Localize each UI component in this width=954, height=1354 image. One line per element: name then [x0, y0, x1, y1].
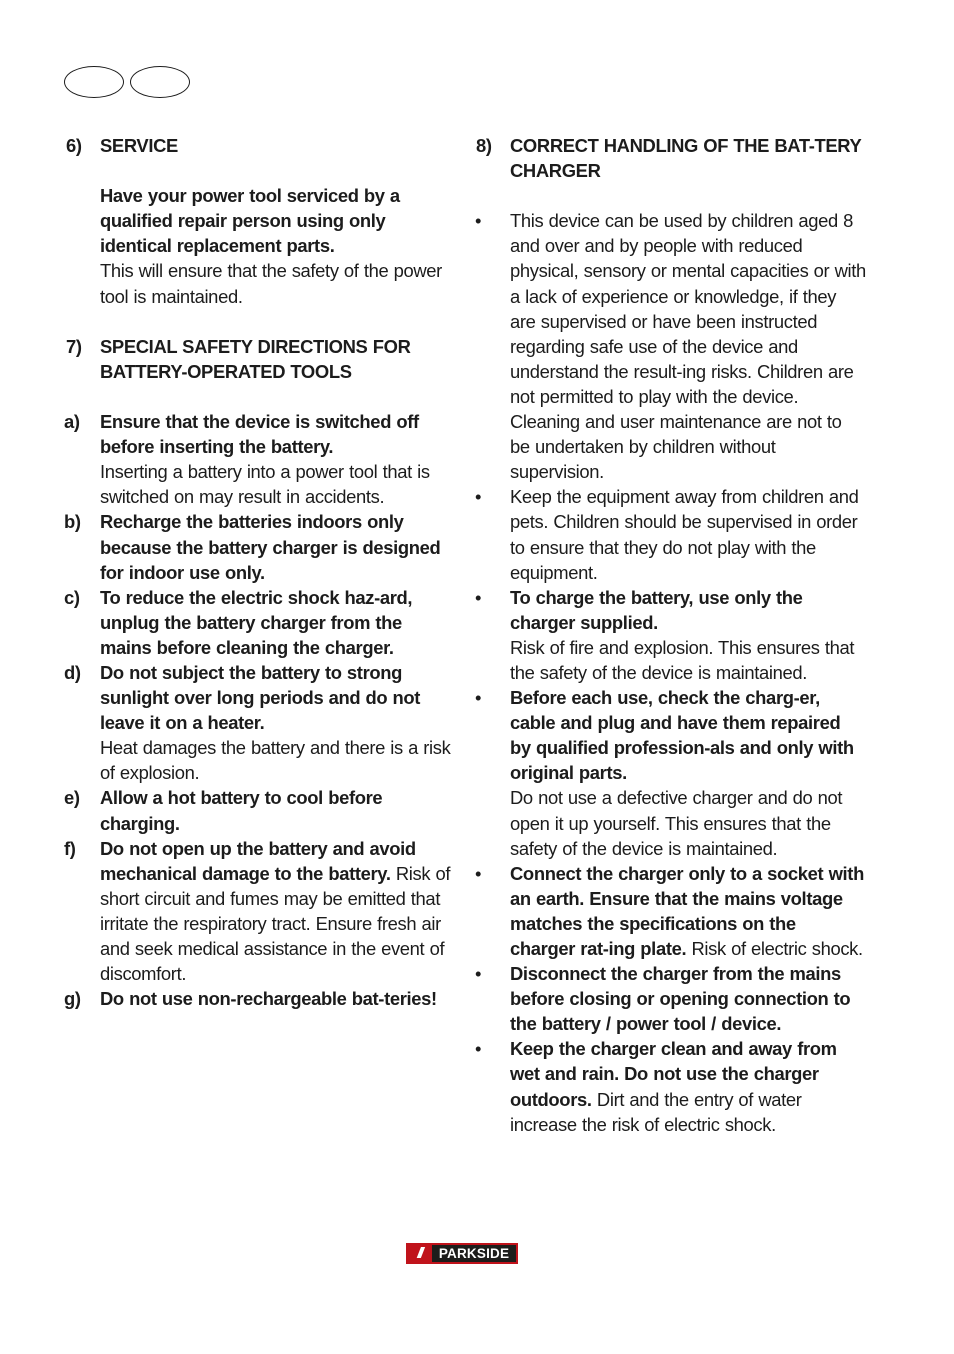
- language-oval-right: [130, 66, 190, 98]
- list-item-e: [64, 785, 456, 835]
- item-bold-text: Allow a hot battery to cool before charging.: [100, 787, 383, 834]
- item-bold-text: Connect the charger only to a socket with an earth. Ensure that the mains voltage matches the specifications on the charger rat-ing plate.: [510, 862, 864, 959]
- section-number: 8): [476, 135, 492, 156]
- section-7-title-block: [64, 334, 456, 384]
- bullet-item: [474, 961, 866, 1036]
- parkside-logo: [406, 1243, 518, 1264]
- bullet-marker: •: [475, 486, 482, 508]
- bullet-marker: •: [475, 862, 482, 884]
- bullet-item: [474, 208, 866, 484]
- item-body-text: Dirt and the entry of water increase the risk of electric shock.: [510, 1088, 802, 1135]
- list-item-b: [64, 509, 456, 584]
- section-number: 7): [66, 335, 82, 357]
- item-bold-text: Before each use, check the charg-er, cable and plug and have them repaired by qualified profession-als and only with original parts.: [510, 687, 854, 784]
- item-bold-text: Do not open up the battery and avoid mechanical damage to the battery.: [100, 837, 416, 884]
- section-bold-text: Have your power tool serviced by a qualified repair person using only identical replacement parts.: [100, 185, 400, 257]
- section-title: CORRECT HANDLING OF THE BAT-TERY CHARGER: [510, 135, 862, 182]
- left-column: [64, 133, 456, 1011]
- item-marker: f): [64, 837, 76, 859]
- item-body-text: Risk of electric shock.: [691, 938, 863, 959]
- item-bold-text: Keep the charger clean and away from wet and rain. Do not use the charger outdoors.: [510, 1038, 837, 1110]
- item-marker: d): [64, 661, 81, 683]
- item-bold-text: Recharge the batteries indoors only because the battery charger is designed for indoor use only.: [100, 511, 441, 583]
- item-body-text: Risk of fire and explosion. This ensures that the safety of the device is maintained.: [510, 636, 855, 683]
- item-body-text: This device can be used by children aged 8 and over and by people with reduced physical, sensory or mental capacities or with a lack of experience or knowledge, if they are supervised or have been instructed regarding safe use of the device and understand the result-ing risks. Children are not permitted to play with the device. Cleaning and user maintenance are not to be undertaken by children without supervision.: [510, 210, 866, 483]
- item-marker: e): [64, 787, 80, 809]
- list-item-f: [64, 836, 456, 987]
- item-body-text: Keep the equipment away from children and pets. Children should be supervised in order to ensure that they do not play with the equipment.: [510, 486, 859, 583]
- item-marker: c): [64, 586, 80, 608]
- list-item-d: [64, 660, 456, 785]
- bullet-marker: •: [475, 687, 482, 709]
- item-marker: b): [64, 511, 81, 533]
- bullet-marker: •: [475, 1038, 482, 1060]
- item-marker: g): [64, 988, 81, 1010]
- bullet-item: [474, 685, 866, 861]
- section-6-service: [64, 133, 456, 309]
- bullet-marker: •: [475, 210, 482, 232]
- item-bold-text: To reduce the electric shock haz-ard, unplug the battery charger from the mains before cleaning the charger.: [100, 586, 413, 658]
- logo-stripes: ///: [417, 1245, 421, 1262]
- item-bold-text: Do not use non-rechargeable bat-teries!: [100, 988, 437, 1010]
- language-oval-left: [64, 66, 124, 98]
- section-title: SPECIAL SAFETY DIRECTIONS FOR BATTERY-OPERATED TOOLS: [100, 335, 411, 382]
- section-8-title-block: [474, 133, 866, 183]
- bullet-item: [474, 484, 866, 584]
- item-bold-text: Do not subject the battery to strong sunlight over long periods and do not leave it on a heater.: [100, 661, 421, 734]
- item-body-text: Heat damages the battery and there is a risk of explosion.: [100, 737, 451, 784]
- language-selector-ovals: [64, 66, 190, 100]
- bullet-marker: •: [475, 963, 482, 985]
- bullet-marker: •: [475, 586, 482, 608]
- list-item-a: [64, 409, 456, 509]
- item-body-text: Do not use a defective charger and do not open it up yourself. This ensures that the safety of the device is maintained.: [510, 787, 843, 859]
- item-body-text: Inserting a battery into a power tool that is switched on may result in accidents.: [100, 461, 430, 508]
- logo-text: PARKSIDE: [432, 1245, 516, 1262]
- bullet-item: [474, 585, 866, 685]
- item-marker: a): [64, 411, 80, 433]
- item-bold-text: To charge the battery, use only the charger supplied.: [510, 586, 803, 633]
- list-item-g: [64, 986, 456, 1011]
- item-bold-text: Disconnect the charger from the mains before closing or opening connection to the battery / power tool / device.: [510, 963, 851, 1035]
- list-item-c: [64, 585, 456, 660]
- item-body-text: Risk of short circuit and fumes may be emitted that irritate the respiratory tract. Ensure fresh air and seek medical assistance in the event of discomfort.: [100, 862, 451, 985]
- section-title: SERVICE: [100, 135, 178, 156]
- bullet-item: [474, 1036, 866, 1136]
- bullet-item: [474, 861, 866, 961]
- section-body-text: This will ensure that the safety of the power tool is maintained.: [100, 260, 442, 307]
- item-bold-text: Ensure that the device is switched off before inserting the battery.: [100, 411, 419, 458]
- right-column: [474, 133, 866, 1137]
- section-number: 6): [66, 135, 82, 156]
